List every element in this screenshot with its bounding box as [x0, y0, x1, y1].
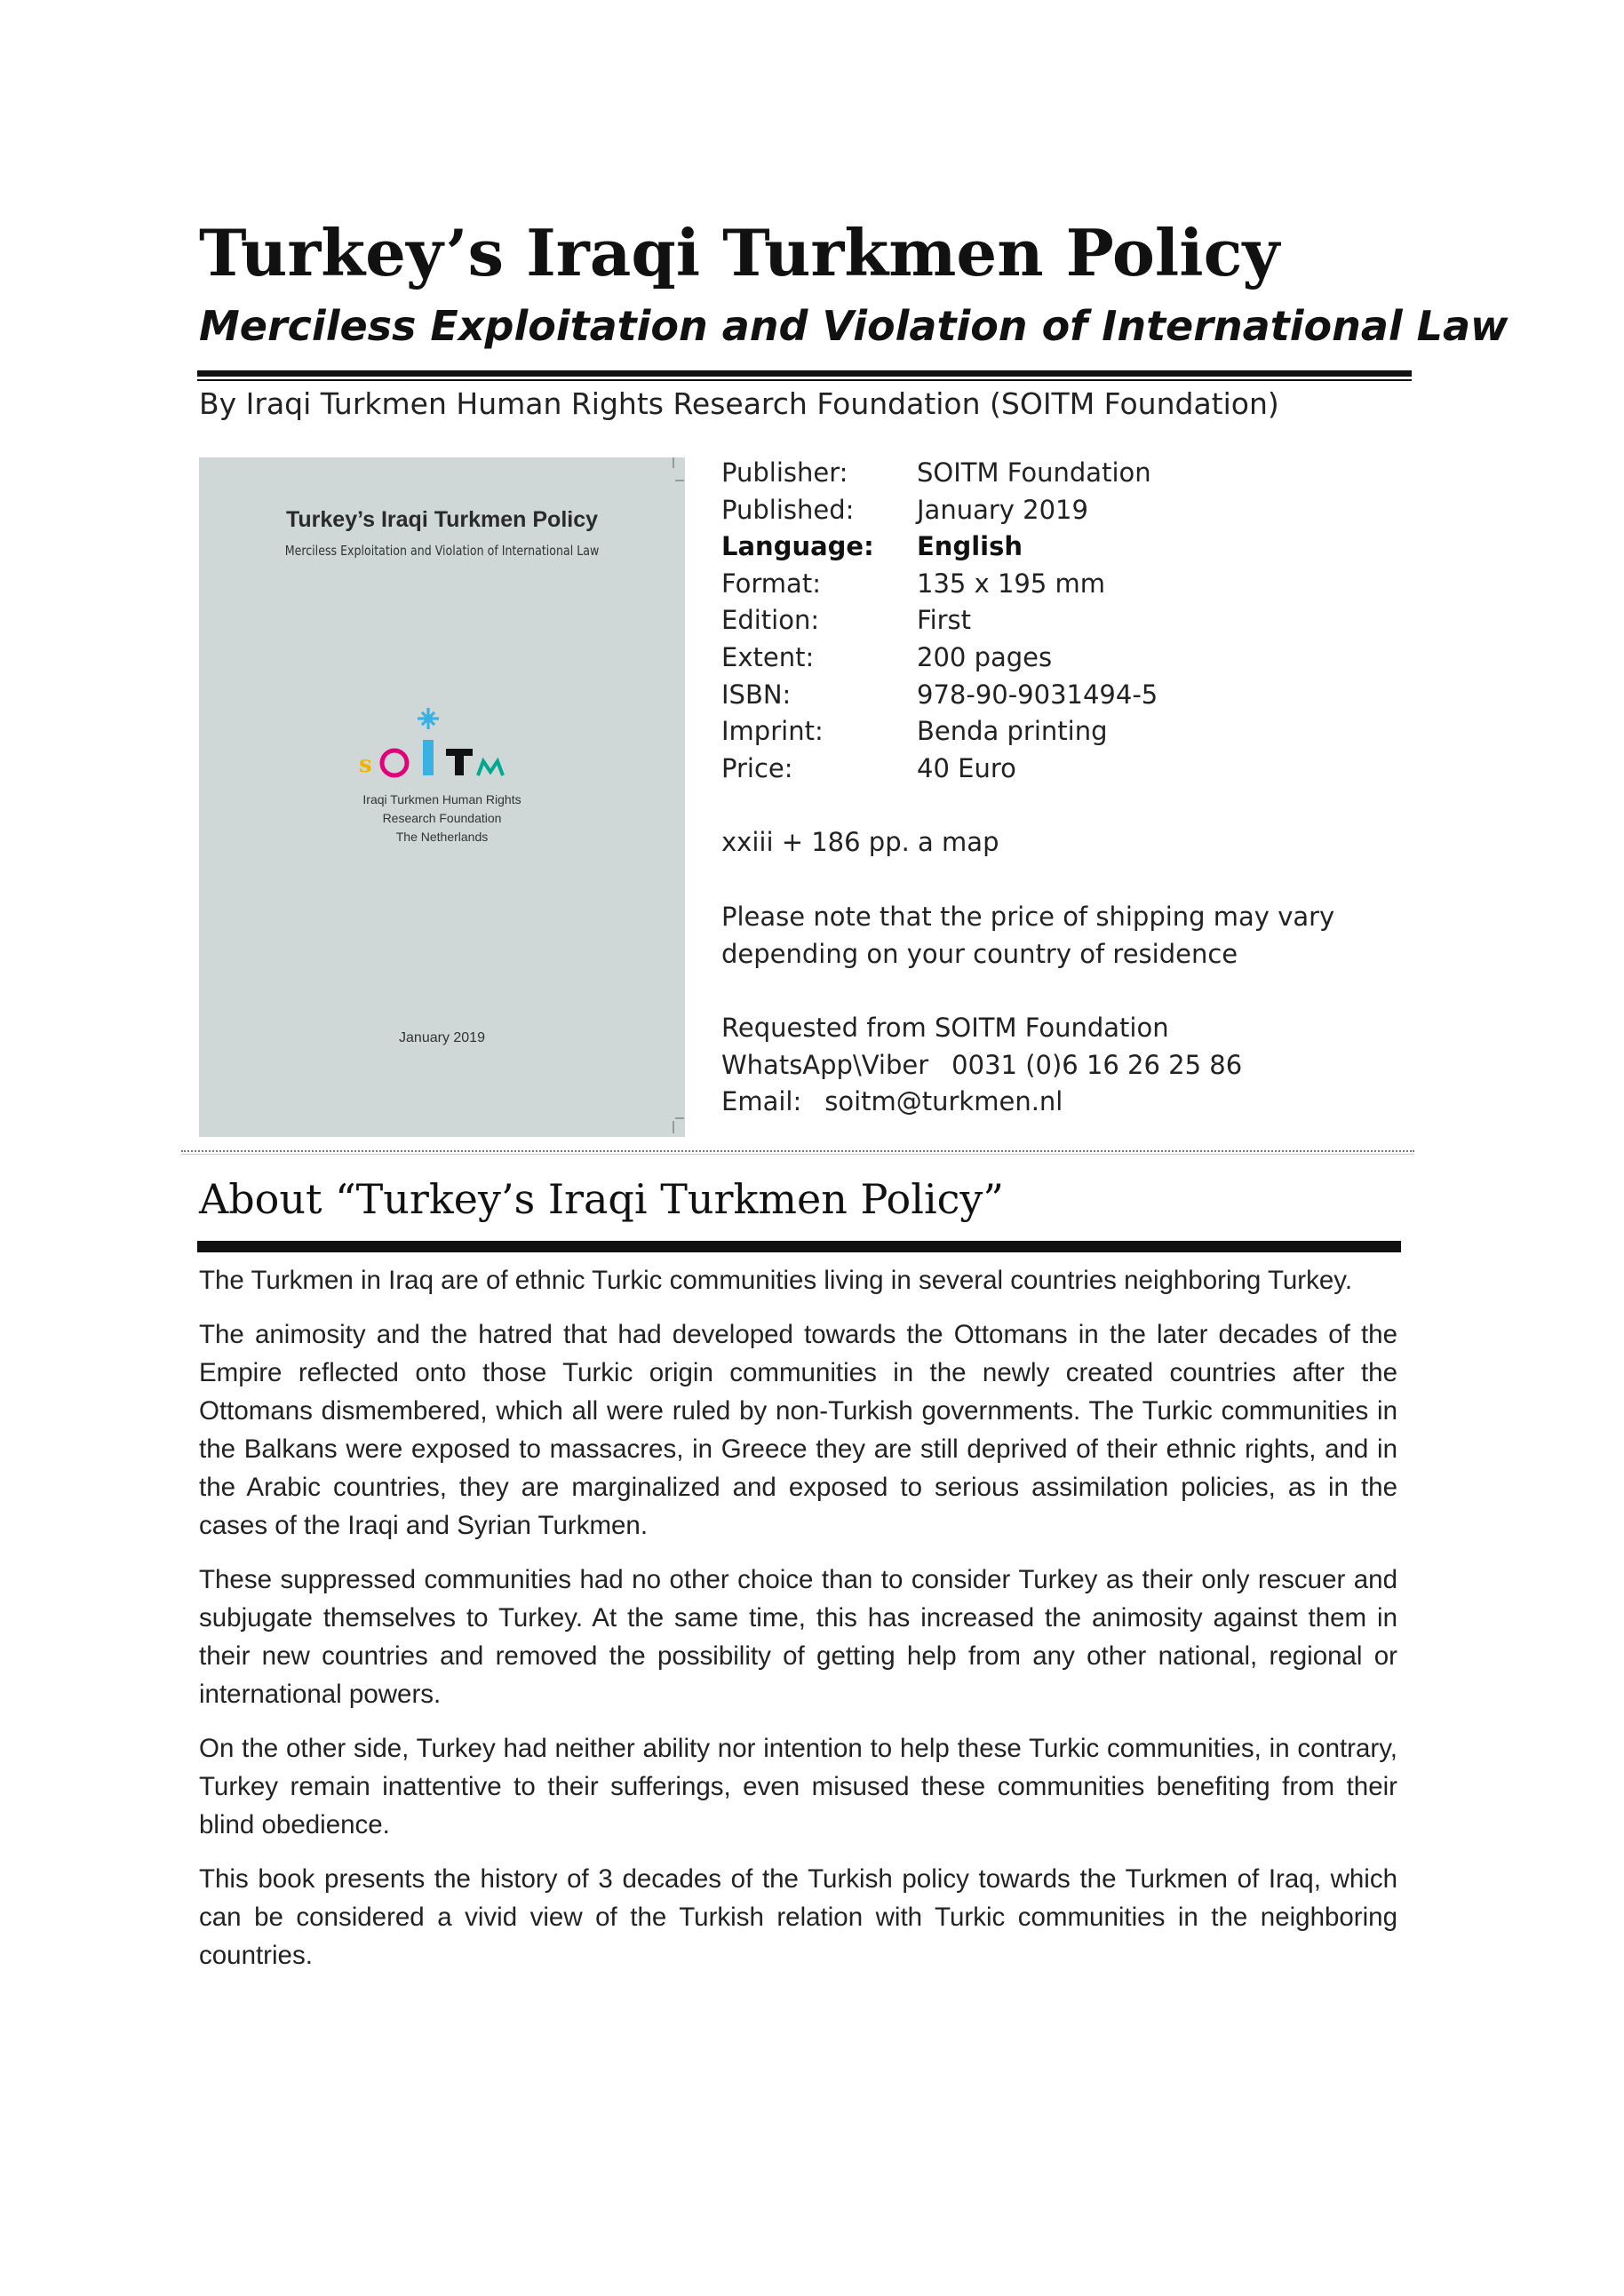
email-link[interactable]: soitm@turkmen.nl [824, 1086, 1063, 1117]
detail-label: Language: [721, 531, 874, 562]
detail-row-format [721, 566, 1334, 603]
detail-label: ISBN: [721, 679, 792, 710]
cover-title: Turkey’s Iraqi Turkmen Policy [285, 507, 599, 532]
cover-subtitle: Merciless Exploitation and Violation of International Law [284, 543, 600, 559]
cover-organization [199, 790, 685, 846]
page-title: Turkey’s Iraqi Turkmen Policy [199, 215, 1280, 290]
detail-row-published [721, 492, 1334, 529]
email-label: Email: [721, 1086, 802, 1117]
whatsapp-label: WhatsApp\Viber [721, 1049, 929, 1080]
detail-label: Format: [721, 568, 821, 599]
detail-label: Edition: [721, 605, 820, 636]
about-heading: About “Turkey’s Iraqi Turkmen Policy” [199, 1175, 1004, 1223]
detail-value: Benda printing [917, 716, 1108, 747]
detail-value: English [917, 531, 1023, 562]
request-line: Requested from SOITM Foundation [721, 1013, 1169, 1044]
section-divider [181, 1154, 1414, 1155]
crop-mark [675, 480, 684, 481]
detail-row-isbn [721, 677, 1334, 714]
whatsapp-number: 0031 (0)6 16 26 25 86 [951, 1049, 1243, 1080]
detail-row-edition [721, 602, 1334, 640]
detail-row-publisher [721, 455, 1334, 492]
svg-text:s: s [359, 751, 372, 778]
book-details [721, 455, 1334, 1121]
about-rule [197, 1241, 1401, 1252]
shipping-note-line: depending on your country of residence [721, 938, 1238, 969]
detail-row-language [721, 528, 1334, 566]
detail-value: January 2019 [917, 494, 1088, 525]
page-subtitle: Merciless Exploitation and Violation of International Law [199, 302, 1509, 350]
about-paragraph: These suppressed communities had no other choice than to consider Turkey as their only rescuer and subjugate themselves to Turkey. At the same time, this has increased the animosity against them in their new countries and removed the possibility of getting help from any other national, regional or international powers. [199, 1565, 1397, 1709]
about-body [199, 1261, 1397, 1990]
pages-note: xxiii + 186 pp. a map [721, 827, 999, 858]
about-paragraph: The animosity and the hatred that had developed towards the Ottomans in the later decades of the Empire reflected onto those Turkic origin communities in the newly created countries after the Ottomans dismembered, which all were ruled by non-Turkish governments. The Turkic communities in the Balkans were exposed to massacres, in Greece they are still deprived of their ethnic rights, and in the Arabic countries, they are marginalized and exposed to serious assimilation policies, as in the cases of the Iraqi and Syrian Turkmen. [199, 1320, 1397, 1540]
email-line [721, 1084, 1334, 1121]
detail-row-imprint [721, 713, 1334, 751]
cover-org-line: Research Foundation [382, 811, 502, 825]
section-divider [181, 1150, 1414, 1152]
about-paragraph: The Turkmen in Iraq are of ethnic Turkic communities living in several countries neighboring Turkey. [199, 1266, 1353, 1295]
detail-row-extent [721, 640, 1334, 677]
detail-label: Publisher: [721, 457, 848, 488]
detail-label: Extent: [721, 641, 815, 672]
detail-value: First [917, 605, 972, 636]
detail-label: Published: [721, 494, 855, 525]
shipping-note-line: Please note that the price of shipping may vary [721, 901, 1335, 932]
about-paragraph: This book presents the history of 3 decades of the Turkish policy towards the Turkmen of Iraq, which can be considered a vivid view of the Turkish relation with Turkic communities in the neighboring countries. [199, 1864, 1397, 1970]
cover-date: January 2019 [399, 1030, 485, 1045]
title-rule-thick [197, 370, 1412, 377]
whatsapp-line [721, 1047, 1334, 1084]
about-paragraph: On the other side, Turkey had neither ability nor intention to help these Turkic communities, in contrary, Turkey remain inattentive to their sufferings, even misused these communities benefiting from their blind obedience. [199, 1734, 1397, 1839]
cover-org-line: Iraqi Turkmen Human Rights [362, 792, 521, 806]
crop-mark [673, 457, 674, 468]
detail-value: 978-90-9031494-5 [917, 679, 1158, 710]
book-cover [199, 457, 685, 1137]
crop-mark [675, 1117, 684, 1119]
title-rule-thin [197, 379, 1412, 381]
byline: By Iraqi Turkmen Human Rights Research Foundation (SOITM Foundation) [199, 386, 1279, 421]
cover-org-line: The Netherlands [395, 830, 489, 844]
detail-label: Imprint: [721, 716, 824, 747]
detail-value: 200 pages [917, 641, 1053, 672]
detail-value: SOITM Foundation [917, 457, 1151, 488]
detail-value: 135 x 195 mm [917, 568, 1106, 599]
detail-row-price [721, 751, 1334, 788]
crop-mark [673, 1121, 674, 1133]
detail-label: Price: [721, 752, 793, 783]
soitm-logo-icon [359, 708, 519, 783]
detail-value: 40 Euro [917, 752, 1016, 783]
